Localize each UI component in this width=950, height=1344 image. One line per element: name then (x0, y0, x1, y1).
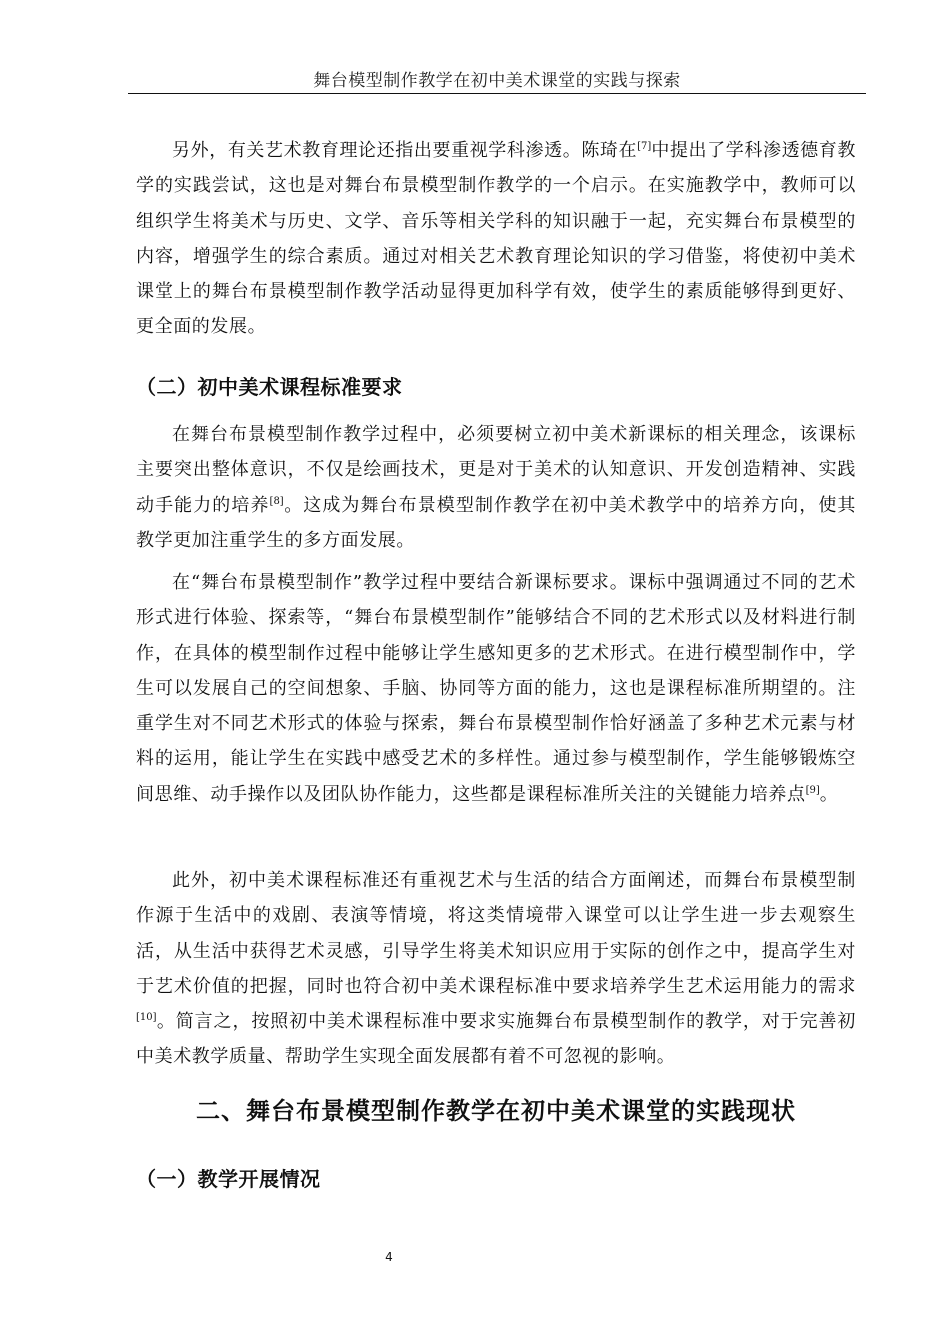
page-number: 4 (385, 1250, 393, 1264)
paragraph-art-and-life (136, 863, 856, 1075)
citation-ref: [8] (269, 495, 284, 507)
paragraph-text: 。简言之，按照初中美术课程标准中要求实施舞台布景模型制作的教学，对于完善初中美术教学质量、帮助学生实现全面发展都有着不可忽视的影响。 (136, 1011, 856, 1068)
running-header: 舞台模型制作教学在初中美术课堂的实践与探索 (313, 71, 681, 91)
paragraph-text: 此外，初中美术课程标准还有重视艺术与生活的结合方面阐述，而舞台布景模型制作源于生活中的戏剧、表演等情境，将这类情境带入课堂可以让学生进一步去观察生活，从生活中获得艺术灵感，引导学生将美术知识应用于实际的创作之中，提高学生对于艺术价值的把握，同时也符合初中美术课程标准中要求培养学生艺术运用能力的需求 (136, 870, 856, 997)
paragraph-text: 另外，有关艺术教育理论还指出要重视学科渗透。陈琦在 (172, 140, 638, 161)
header-rule (128, 93, 866, 94)
citation-ref: [10] (136, 1012, 157, 1024)
paragraph-text: 中提出了学科渗透德育教学的实践尝试，这也是对舞台布景模型制作教学的一个启示。在实施教学中，教师可以组织学生将美术与历史、文学、音乐等相关学科的知识融于一起，充实舞台布景模型的内容，增强学生的综合素质。通过对相关艺术教育理论知识的学习借鉴，将使初中美术课堂上的舞台布景模型制作教学活动显得更加科学有效，使学生的素质能够得到更好、更全面的发展。 (136, 140, 856, 338)
paragraph-art-forms (136, 565, 856, 812)
paragraph-text: 在“舞台布景模型制作”教学过程中要结合新课标要求。课标中强调通过不同的艺术形式进行体验、探索等，“舞台布景模型制作”能够结合不同的艺术形式以及材料进行制作，在具体的模型制作过程中能够让学生感知更多的艺术形式。在进行模型制作中，学生可以发展自己的空间想象、手脑、协同等方面的能力，这也是课程标准所期望的。注重学生对不同艺术形式的体验与探索，舞台布景模型制作恰好涵盖了多种艺术元素与材料的运用，能让学生在实践中感受艺术的多样性。通过参与模型制作，学生能够锻炼空间思维、动手操作以及团队协作能力，这些都是课程标准所关注的关键能力培养点 (136, 572, 856, 805)
paragraph-text: 在舞台布景模型制作教学过程中，必须要树立初中美术新课标的相关理念，该课标主要突出整体意识，不仅是绘画技术，更是对于美术的认知意识、开发创造精神、实践动手能力的培养 (136, 424, 856, 516)
paragraph-new-curriculum (136, 417, 856, 558)
citation-ref: [9] (805, 784, 820, 796)
section-heading-curriculum-standards: （二）初中美术课程标准要求 (136, 375, 403, 399)
citation-ref: [7] (637, 141, 652, 152)
chapter-heading-practice-status: 二、舞台布景模型制作教学在初中美术课堂的实践现状 (196, 1097, 796, 1125)
paragraph-subject-integration (136, 133, 856, 345)
section-heading-teaching-status: （一）教学开展情况 (136, 1167, 321, 1191)
paragraph-text: 。 (819, 783, 839, 805)
paragraph-text: 。这成为舞台布景模型制作教学在初中美术教学中的培养方向，使其教学更加注重学生的多方面发展。 (136, 494, 857, 551)
